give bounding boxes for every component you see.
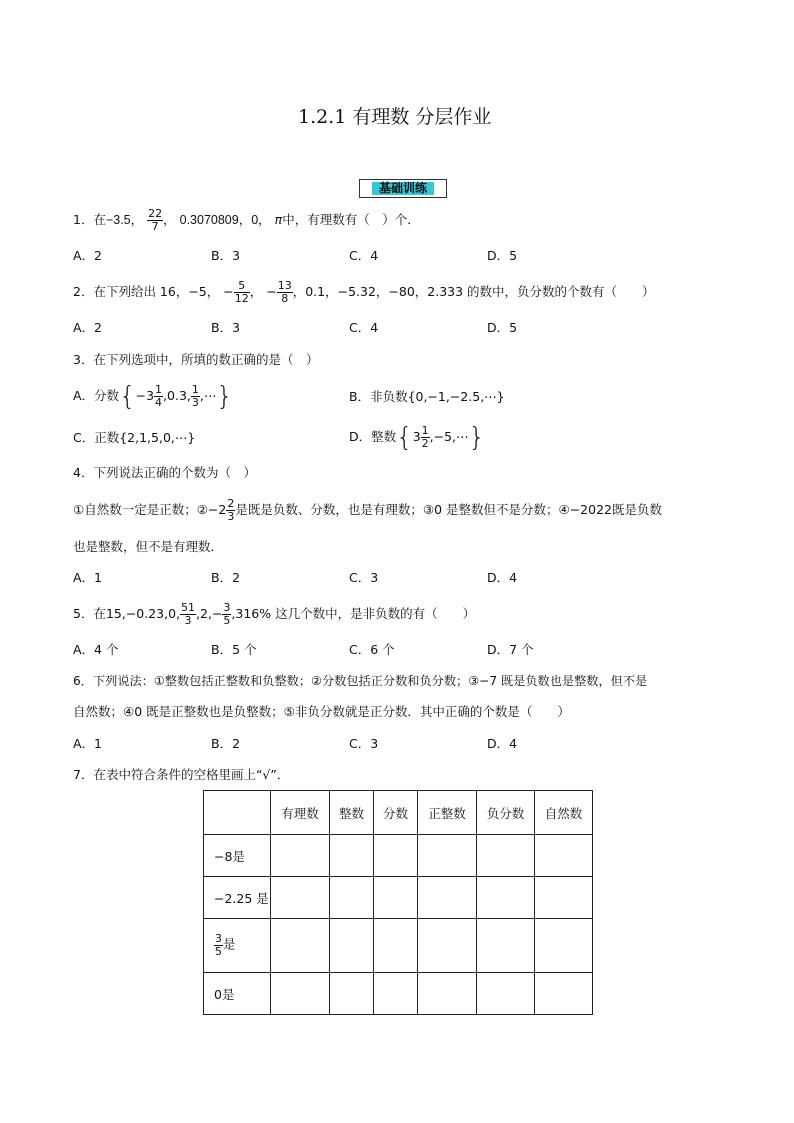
fraction: $\frac{1}{3}$ [191,383,199,409]
table-header: 正整数 [418,791,477,835]
question-2-option-b: B．3 [211,320,241,335]
fraction: $\frac{13}{8}$ [277,279,292,305]
table-header: 有理数 [271,791,330,835]
table-row [204,919,593,973]
pi-symbol: π [274,212,283,227]
row-label: $\frac{3}{5}$ 是 [204,919,271,973]
left-brace-icon: { [119,381,136,412]
question-5-stem: 5．在15,−0.23,0, $\frac{51}{3}$ ,2,− $\frac{3}{5}$ ,316% 这几个数中，是非负数的有（ ） [73,601,476,627]
fraction: $\frac{22}{7}$ [148,207,163,233]
table-cell[interactable] [271,919,330,973]
table-cell[interactable] [535,919,593,973]
page-title: 1.2.1 有理数 分层作业 [298,106,492,128]
question-6-line-2: 自然数；④0 既是正整数也是负整数；⑤非负分数就是正分数．其中正确的个数是（ ） [73,704,570,719]
question-3-option-b: B．非负数{0,−1,−2.5,⋯} [349,389,505,404]
question-4-line-2: 也是整数，但不是有理数． [73,539,224,554]
question-2-stem: 2．在下列给出 16，−5， − $\frac{5}{12}$ ， − $\frac{13}{8}$ ，0.1，−5.32，−80，2.333 的数中，负分数的个数有（ ） [73,279,655,305]
fraction: $\frac{1}{2}$ [421,424,429,450]
table-cell[interactable] [374,973,418,1015]
table-corner-cell [204,791,271,835]
question-4-option-c: C．3 [349,570,379,585]
fraction: $\frac{1}{4}$ [155,383,163,409]
table-cell[interactable] [330,835,374,877]
classification-table [203,790,593,1015]
table-cell[interactable] [477,973,535,1015]
table-cell[interactable] [271,877,330,919]
table-cell[interactable] [418,919,477,973]
question-3-option-c: C．正数{2,1,5,0,⋯} [73,430,196,445]
question-5-option-a: A．4 个 [73,642,119,657]
question-1-option-a: A．2 [73,248,103,263]
question-4-option-a: A．1 [73,570,103,585]
question-2-option-c: C．4 [349,320,379,335]
table-cell[interactable] [418,835,477,877]
question-6-option-c: C．3 [349,736,379,751]
fraction: $\frac{3}{5}$ [223,601,231,627]
question-4-option-d: D．4 [487,570,518,585]
question-3-stem: 3．在下列选项中，所填的数正确的是（ ） [73,352,319,367]
question-6-line-1: 6．下列说法：①整数包括正整数和负整数；②分数包括正分数和负分数；③−7 既是负数也是整数，但不是 [73,674,648,688]
question-5-option-b: B．5 个 [211,642,257,657]
fraction: $\frac{2}{3}$ [227,497,235,523]
question-5-option-d: D．7 个 [487,642,534,657]
section-label: 基础训练 [372,182,434,195]
table-cell[interactable] [418,877,477,919]
table-header: 负分数 [477,791,535,835]
question-1-option-c: C．4 [349,248,379,263]
table-header: 自然数 [535,791,593,835]
question-6-option-b: B．2 [211,736,241,751]
question-4-line-1: ①自然数一定是正数；②−2 $\frac{2}{3}$ 是既是负数、分数，也是有理数；③0 是整数但不是分数；④−2022既是负数 [73,497,663,523]
question-1-stem: 1．在−3.5， $\frac{22}{7}$ ， 0.3070809，0， π中，有理数有（ ）个． [73,207,420,233]
question-1-option-b: B．3 [211,248,241,263]
question-2-option-d: D．5 [487,320,518,335]
question-4-option-b: B．2 [211,570,241,585]
question-4-stem: 4．下列说法正确的个数为（ ） [73,465,256,480]
right-brace-icon: } [216,381,233,412]
table-cell[interactable] [418,973,477,1015]
table-cell[interactable] [535,877,593,919]
row-label: 0是 [204,973,271,1015]
question-6-option-d: D．4 [487,736,518,751]
question-1-option-d: D．5 [487,248,518,263]
table-cell[interactable] [330,973,374,1015]
table-cell[interactable] [477,919,535,973]
table-cell[interactable] [477,835,535,877]
row-label: −8是 [204,835,271,877]
question-5-option-c: C．6 个 [349,642,395,657]
table-row [204,835,593,877]
question-3-option-d: D．整数{3 $\frac{1}{2}$ ,−5,⋯} [349,422,486,453]
table-cell[interactable] [535,835,593,877]
table-cell[interactable] [535,973,593,1015]
table-cell[interactable] [271,835,330,877]
table-cell[interactable] [477,877,535,919]
fraction: $\frac{3}{5}$ [215,932,222,958]
table-cell[interactable] [271,973,330,1015]
left-brace-icon: { [396,422,413,453]
table-cell[interactable] [374,877,418,919]
section-badge [359,179,447,198]
table-cell[interactable] [374,835,418,877]
right-brace-icon: } [468,422,486,453]
table-cell[interactable] [374,919,418,973]
fraction: $\frac{51}{3}$ [181,601,196,627]
table-header: 分数 [374,791,418,835]
table-row [204,877,593,919]
row-label: −2.25 是 [204,877,271,919]
table-header: 整数 [330,791,374,835]
question-6-option-a: A．1 [73,736,103,751]
question-3-option-a: A．分数{−3 $\frac{1}{4}$ ,0.3, $\frac{1}{3}$ ,⋯} [73,381,233,412]
question-7-stem: 7．在表中符合条件的空格里画上“√”． [73,767,290,782]
question-2-option-a: A．2 [73,320,103,335]
fraction: $\frac{5}{12}$ [234,279,249,305]
table-cell[interactable] [330,877,374,919]
table-cell[interactable] [330,919,374,973]
table-row [204,973,593,1015]
